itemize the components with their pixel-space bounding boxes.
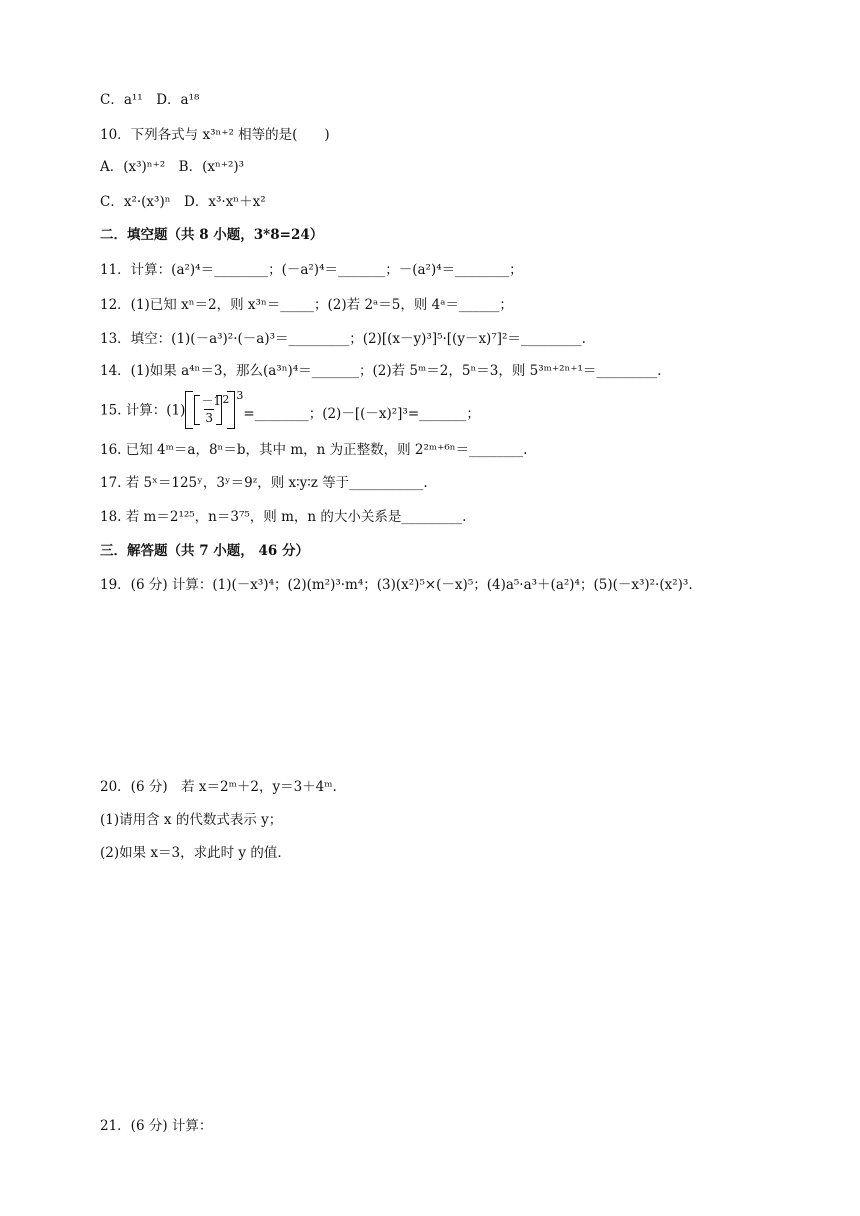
question-16: 16. 已知 4ᵐ＝a，8ⁿ＝b，其中 m，n 为正整数，则 2²ᵐ⁺⁶ⁿ＝________. <box>100 442 528 458</box>
outer-exponent: 3 <box>236 388 244 402</box>
inner-exponent: 2 <box>222 392 230 406</box>
outer-bracket-left <box>185 391 193 429</box>
question-10-options-ab: A．(x³)ⁿ⁺² B．(xⁿ⁺²)³ <box>100 159 245 175</box>
fraction-numerator: －1 <box>201 393 222 408</box>
fraction-denominator: 3 <box>205 410 214 425</box>
question-20-part-2: (2)如果 x＝3，求此时 y 的值． <box>100 845 291 861</box>
question-17: 17. 若 5ˣ＝125ʸ，3ʸ＝9ᶻ，则 x∶y∶z 等于___________. <box>100 475 428 491</box>
question-19: 19．(6 分) 计算：(1)(－x³)⁴；(2)(m²)³·m⁴；(3)(x²)⁵×(－x)⁵；(4)a⁵·a³＋(a²)⁴；(5)(－x³)²·(x²)³. <box>100 577 693 593</box>
outer-bracket-right <box>227 391 235 429</box>
question-14: 14．(1)如果 a⁴ⁿ＝3，那么(a³ⁿ)⁴＝_______；(2)若 5ᵐ＝2，5ⁿ＝3，则 5³ᵐ⁺²ⁿ⁺¹＝_________. <box>100 363 662 379</box>
question-15-bracket-fraction <box>185 388 244 431</box>
question-20-part-1: (1)请用含 x 的代数式表示 y； <box>100 812 283 828</box>
question-11: 11．计算：(a²)⁴＝________；(－a²)⁴＝_______；－(a²)⁴＝________； <box>100 262 523 278</box>
question-10: 10．下列各式与 x³ⁿ⁺² 相等的是( ) <box>100 127 330 143</box>
question-21: 21．(6 分) 计算： <box>100 1118 213 1134</box>
option-line-c-d: C．a¹¹ D．a¹⁸ <box>100 92 200 108</box>
question-15 <box>100 390 480 430</box>
question-20: 20．(6 分) 若 x＝2ᵐ＋2，y＝3＋4ᵐ. <box>100 779 337 795</box>
question-13: 13．填空：(1)(－a³)²·(－a)³＝_________；(2)[(x－y)³]⁵·[(y－x)⁷]²＝_________. <box>100 331 586 347</box>
section-3-heading: 三．解答题（共 7 小题， 46 分） <box>100 543 309 559</box>
question-10-options-cd: C．x²·(x³)ⁿ D．x³·xⁿ＋x² <box>100 194 266 210</box>
question-15-rest: =________；(2)－[(－x)²]³=_______； <box>243 406 480 422</box>
section-2-heading: 二．填空题（共 8 小题，3*8=24） <box>100 227 324 243</box>
inner-bracket-left <box>194 395 200 425</box>
question-18: 18. 若 m＝2¹²⁵，n＝3⁷⁵，则 m，n 的大小关系是_________. <box>100 509 467 525</box>
question-15-label: 15. 计算：(1) <box>100 402 186 419</box>
question-12: 12．(1)已知 xⁿ＝2，则 x³ⁿ＝_____；(2)若 2ᵃ＝5，则 4ᵃ＝______； <box>100 297 513 313</box>
